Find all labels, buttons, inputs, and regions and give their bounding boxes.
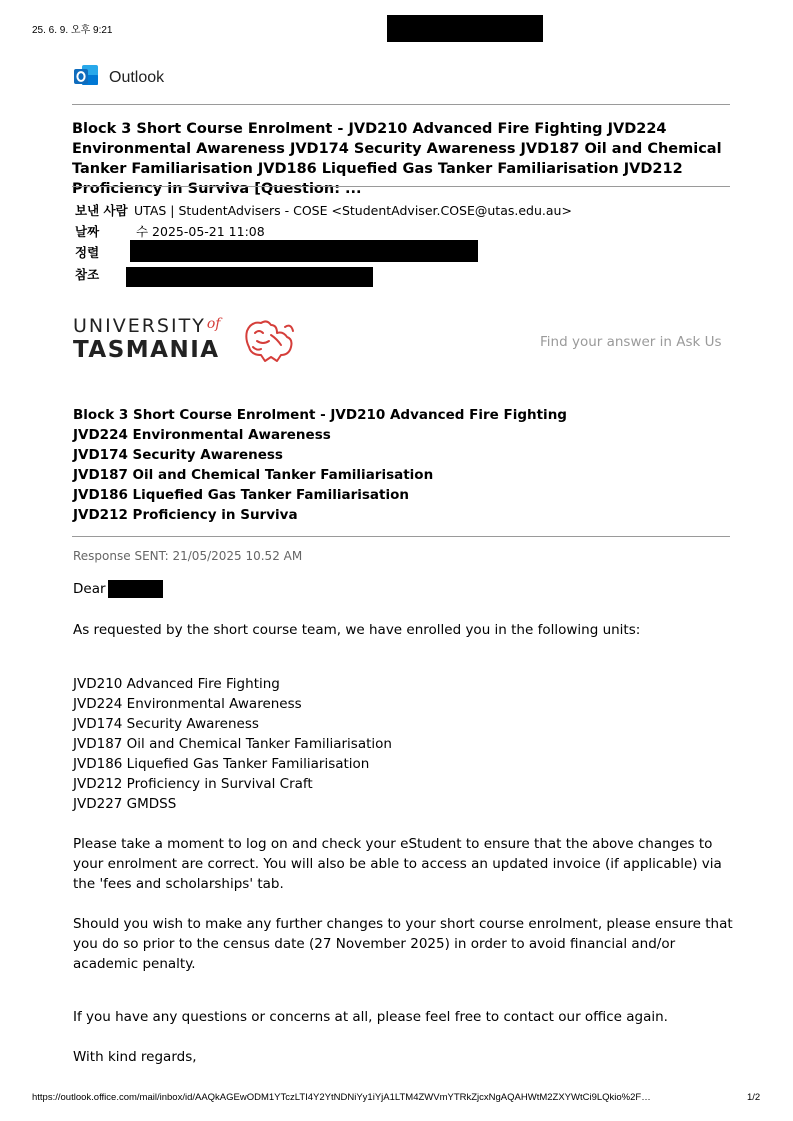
to-row	[75, 243, 130, 261]
divider	[72, 536, 730, 537]
outlook-brand	[73, 65, 164, 91]
cc-row	[75, 265, 130, 283]
cc-label: 참조	[75, 267, 100, 282]
logo-university-text: UNIVERSITY	[73, 315, 206, 337]
ask-us-link[interactable]: Find your answer in Ask Us	[540, 334, 722, 350]
title-line: JVD174 Security Awareness	[73, 447, 283, 463]
from-row	[75, 201, 572, 219]
response-sent: Response SENT: 21/05/2025 10.52 AM	[73, 549, 303, 563]
divider	[72, 186, 730, 187]
title-line: Block 3 Short Course Enrolment - JVD210 Advanced Fire Fighting	[73, 407, 567, 423]
title-line: JVD212 Proficiency in Surviva	[73, 507, 298, 523]
unit-item: JVD174 Security Awareness	[73, 716, 259, 732]
unit-item: JVD210 Advanced Fire Fighting	[73, 676, 280, 692]
app-name: Outlook	[109, 69, 165, 86]
from-label: 보낸 사람	[75, 203, 128, 218]
unit-item: JVD186 Liquefied Gas Tanker Familiarisation	[73, 756, 370, 772]
redacted-cc	[126, 267, 373, 287]
page-number: 1/2	[747, 1092, 761, 1103]
unit-item: JVD224 Environmental Awareness	[73, 696, 302, 712]
redacted-name	[108, 580, 163, 598]
enrolment-title	[73, 405, 567, 525]
date-value: 수 2025-05-21 11:08	[136, 224, 265, 239]
date-row	[75, 222, 265, 240]
logo-tasmania-text: TASMANIA	[73, 337, 220, 363]
title-line: JVD186 Liquefied Gas Tanker Familiarisation	[73, 487, 409, 503]
check-paragraph: Please take a moment to log on and check your eStudent to ensure that the above changes to your enrolment are correct. You will also be able to access an updated invoice (if applicable) via the 'fees and scholarships' tab.	[73, 836, 722, 892]
closing: With kind regards,	[73, 1049, 197, 1065]
unit-item: JVD212 Proficiency in Survival Craft	[73, 776, 313, 792]
questions-paragraph: If you have any questions or concerns at all, please feel free to contact our office again.	[73, 1009, 668, 1025]
email-subject: Block 3 Short Course Enrolment - JVD210 Advanced Fire Fighting JVD224 Environmental Awareness JVD174 Security Awareness JVD187 Oil and Chemical Tanker Familiarisation JVD186 Liquefied Gas Tanker Familiarisation JVD212 Proficiency in Surviva [Question: ...	[72, 121, 722, 197]
from-value[interactable]: UTAS | StudentAdvisers - COSE <StudentAdviser.COSE@utas.edu.au>	[134, 202, 572, 218]
redacted-recipients	[130, 240, 478, 262]
changes-paragraph: Should you wish to make any further changes to your short course enrolment, please ensure that you do so prior to the census date (27 November 2025) in order to avoid financial and/or academic penalty.	[73, 916, 733, 972]
print-datetime: 25. 6. 9. 오후 9:21	[32, 25, 113, 36]
date-label: 날짜	[75, 224, 100, 239]
to-label: 정렬	[75, 245, 100, 260]
footer-url: https://outlook.office.com/mail/inbox/id/AAQkAGEwODM1YTczLTI4Y2YtNDNiYy1iYjA1LTM4ZWVmYTRkZjcxNgAQAHWtM2ZXYWtCi9LQkio%2F…	[32, 1092, 651, 1103]
outlook-logo-icon	[73, 63, 99, 93]
unit-item: JVD227 GMDSS	[73, 796, 177, 812]
logo-of-text: of	[206, 316, 221, 332]
greeting: Dear	[73, 581, 106, 597]
greeting-row	[73, 580, 163, 598]
title-line: JVD224 Environmental Awareness	[73, 427, 331, 443]
redacted-block	[387, 15, 543, 42]
intro-paragraph: As requested by the short course team, we have enrolled you in the following units:	[73, 622, 641, 638]
utas-logo	[73, 315, 295, 365]
title-line: JVD187 Oil and Chemical Tanker Familiarisation	[73, 467, 434, 483]
unit-item: JVD187 Oil and Chemical Tanker Familiarisation	[73, 736, 392, 752]
units-list	[73, 674, 733, 814]
divider	[72, 104, 730, 105]
lion-crest-icon	[241, 317, 297, 369]
